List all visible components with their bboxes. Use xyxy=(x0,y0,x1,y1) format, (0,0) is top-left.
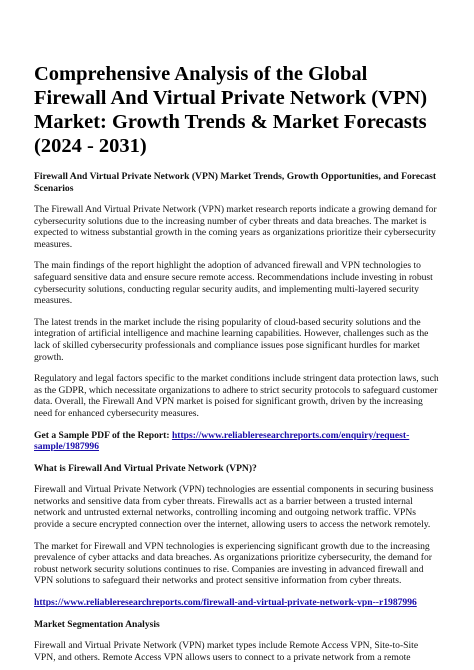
paragraph-definition: Firewall and Virtual Private Network (VPN) technologies are essential components in securing business networks and sensitive data from cyber threats. Firewalls act as a barrier between a trusted internal network and untrusted external networks, controlling incoming and outgoing network traffic. VPNs provide a secure encrypted connection over the internet, allowing users to access the network remotely. xyxy=(34,484,434,531)
sample-pdf-label: Get a Sample PDF of the Report: xyxy=(34,429,172,441)
report-link[interactable]: https://www.reliableresearchreports.com/firewall-and-virtual-private-network-vpn--r1987996 xyxy=(34,597,417,609)
paragraph-segmentation: Firewall and Virtual Private Network (VPN) market types include Remote Access VPN, Site-to-Site VPN, and others. Remote Access VPN allows users to connect to a private network from a remote xyxy=(34,640,419,663)
paragraph-market-growth: The market for Firewall and VPN technologies is experiencing significant growth due to the increasing prevalence of cyber attacks and data breaches. As organizations prioritize cybersecurity, the demand for robust network security solutions continues to rise. Companies are investing in advanced firewall and VPN solutions to safeguard their networks and protect sensitive information from cyber threats. xyxy=(34,540,432,587)
sample-pdf-link[interactable]: https://www.reliableresearchreports.com/enquiry/request-sample/1987996 xyxy=(34,429,410,453)
report-link-line xyxy=(34,597,440,609)
section-heading-what-is: What is Firewall And Virtual Private Network (VPN)? xyxy=(34,462,257,474)
paragraph-trends: The latest trends in the market include the rising popularity of cloud-based security solutions and the integration of artificial intelligence and machine learning capabilities. However, challenges such as the lack of skilled cybersecurity professionals and compliance issues pose significant hurdles for market growth. xyxy=(34,316,429,363)
section-heading-segmentation: Market Segmentation Analysis xyxy=(34,618,160,630)
sample-pdf-line xyxy=(34,430,440,453)
paragraph-regulatory: Regulatory and legal factors specific to the market conditions include stringent data protection laws, such as the GDPR, which necessitate organizations to adhere to strict security protocols to safeguard customer data. Overall, the Firewall And VPN market is poised for significant growth, driven by the increasing need for enhanced cybersecurity measures. xyxy=(34,373,439,419)
document-title: Comprehensive Analysis of the Global Firewall And Virtual Private Network (VPN) Market: Growth Trends & Market Forecasts (2024 - 2031) xyxy=(34,63,428,157)
paragraph-findings: The main findings of the report highlight the adoption of advanced firewall and VPN technologies to safeguard sensitive data and ensure secure remote access. Recommendations include investing in robust cybersecurity solutions, conducting regular security audits, and implementing multi-layered security measures. xyxy=(34,260,433,307)
paragraph-intro: The Firewall And Virtual Private Network (VPN) market research reports indicate a growing demand for cybersecurity solutions due to the increasing number of cyber threats and data breaches. The market is expected to witness substantial growth in the coming years as organizations prioritize their cybersecurity measures. xyxy=(34,204,437,250)
document-subtitle: Firewall And Virtual Private Network (VPN) Market Trends, Growth Opportunities, and Forecast Scenarios xyxy=(34,171,437,194)
